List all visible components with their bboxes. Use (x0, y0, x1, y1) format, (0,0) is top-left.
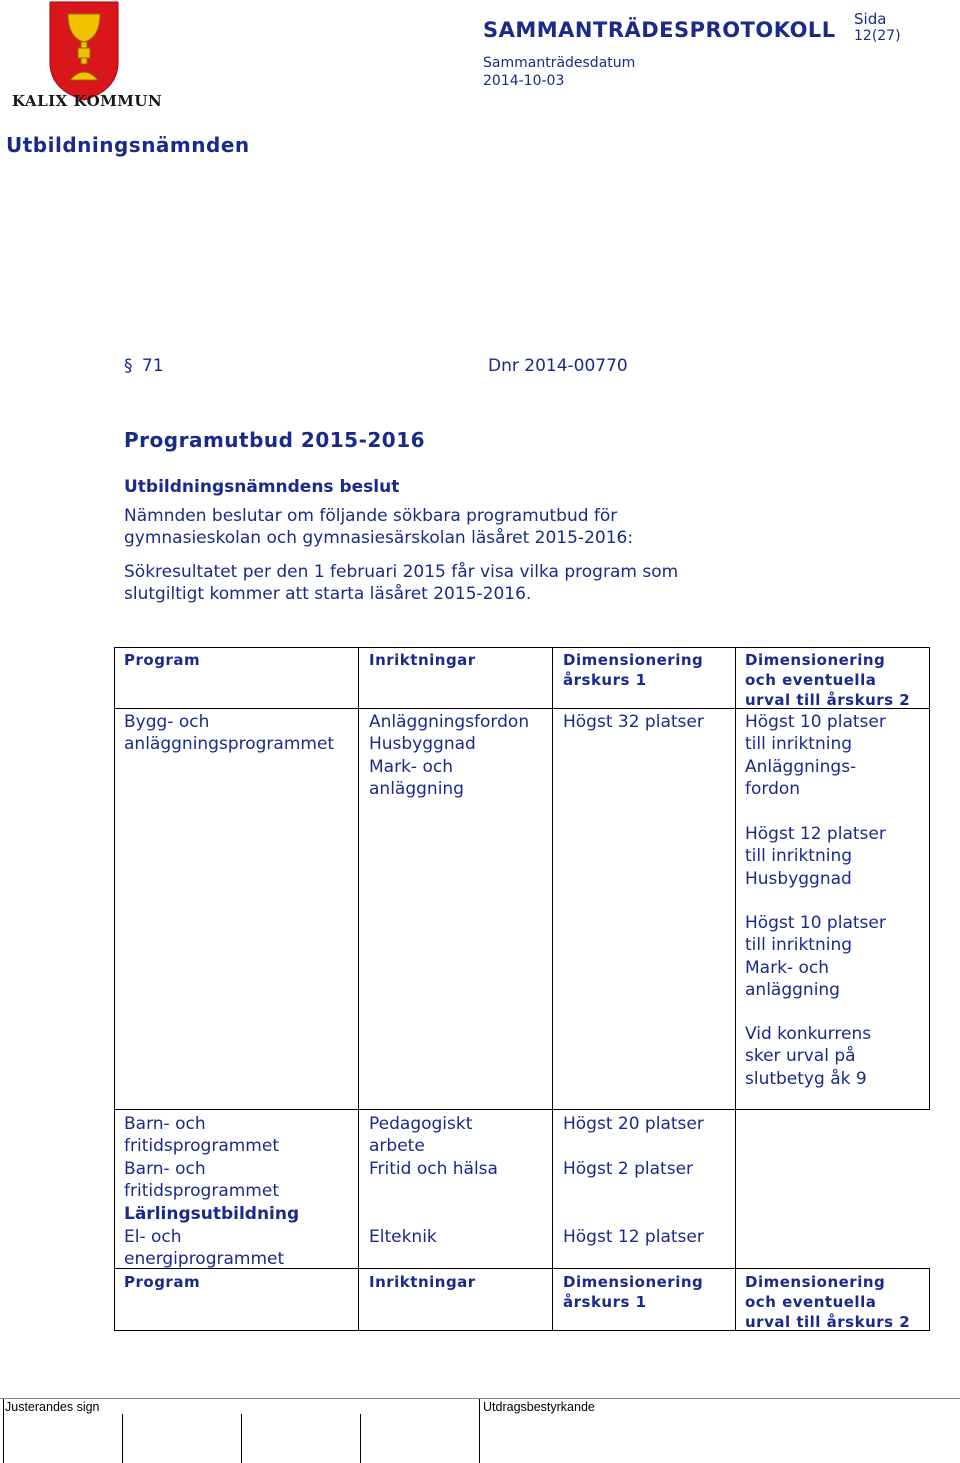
cell-line: fordon (745, 779, 801, 800)
footer-header-dim1 (563, 1272, 703, 1312)
cell-line: Mark- och (745, 957, 829, 978)
bygg-dim2-anlaggningsfordon (745, 711, 886, 801)
footer-header-inriktningar: Inriktningar (369, 1273, 476, 1291)
cell-line: fritidsprogrammet (124, 1136, 279, 1157)
section-symbol: § (124, 356, 133, 376)
footer-header-dim2 (745, 1272, 910, 1332)
header-dim2-line: Dimensionering (745, 651, 886, 669)
cell-line: Vid konkurrens (745, 1024, 872, 1044)
cell-line: Högst 12 platser (745, 824, 886, 844)
signature-label: Justerandes sign (5, 1400, 100, 1414)
el-program (124, 1226, 284, 1271)
header-dim2-line: och eventuella (745, 1293, 877, 1311)
cell-line: Barn- och (124, 1114, 206, 1134)
barn2-inriktning: Fritid och hälsa (369, 1159, 498, 1179)
barn1-program (124, 1113, 279, 1158)
municipality-name: KALIX KOMMUN (12, 92, 163, 110)
meeting-date: 2014-10-03 (483, 73, 565, 89)
cell-line: Anläggningsfordon (369, 712, 530, 732)
cell-line: Pedagogiskt (369, 1114, 473, 1134)
bygg-dim2-mark (745, 912, 886, 1002)
extract-label: Utdragsbestyrkande (483, 1400, 595, 1414)
diary-number: Dnr 2014-00770 (488, 356, 628, 376)
header-dim1-line: Dimensionering (563, 1273, 704, 1291)
cell-line: anläggning (745, 980, 840, 1001)
header-dim2-line: urval till årskurs 2 (745, 691, 911, 709)
section-number: 71 (141, 356, 164, 376)
table-col-divider (552, 647, 553, 1331)
cell-line: Husbyggnad (369, 734, 476, 755)
footer-header-program: Program (124, 1273, 201, 1291)
cell-line: Högst 10 platser (745, 913, 886, 933)
table-border-right (929, 647, 930, 1110)
page-number: 12(27) (854, 28, 901, 44)
header-dim2-line: och eventuella (745, 671, 877, 689)
header-dim1 (563, 650, 703, 690)
cell-line: Bygg- och (124, 712, 210, 732)
table-col-divider (358, 647, 359, 1331)
cell-line: Barn- och (124, 1159, 206, 1179)
header-dim1-line: årskurs 1 (563, 671, 647, 689)
cell-line: Lärlingsutbildning (124, 1203, 300, 1224)
cell-line: Husbyggnad (745, 868, 852, 889)
cell-line: till inriktning (745, 846, 853, 867)
bygg-program (124, 711, 334, 756)
barn2-program (124, 1158, 299, 1225)
table-border-left (114, 647, 115, 1331)
barn2-dim1: Högst 2 platser (563, 1159, 694, 1179)
cell-line: till inriktning (745, 734, 853, 755)
cell-line: fritidsprogrammet (124, 1181, 279, 1202)
note-text: Sökresultatet per den 1 februari 2015 får visa vilka program som slutgiltigt kommer att starta läsåret 2015-2016. (124, 562, 679, 604)
bygg-dim2-husbyggnad (745, 823, 886, 890)
meeting-date-label: Sammanträdesdatum (483, 55, 636, 71)
cell-line: Högst 10 platser (745, 712, 886, 732)
header-dim1-line: Dimensionering (563, 651, 704, 669)
header-program: Program (124, 651, 201, 669)
header-dim1-line: årskurs 1 (563, 1293, 647, 1311)
cell-line: sker urval på (745, 1046, 856, 1067)
header-dim2-line: Dimensionering (745, 1273, 886, 1291)
cell-line: energiprogrammet (124, 1249, 285, 1270)
header-inriktningar: Inriktningar (369, 651, 476, 669)
barn1-dim1: Högst 20 platser (563, 1114, 704, 1134)
table-col-divider (735, 647, 736, 1331)
page-title: Programutbud 2015-2016 (124, 428, 426, 452)
decision-heading: Utbildningsnämndens beslut (124, 477, 400, 497)
bygg-dim1: Högst 32 platser (563, 712, 704, 732)
el-inriktning: Elteknik (369, 1227, 437, 1247)
header-dim2-line: urval till årskurs 2 (745, 1313, 911, 1331)
header-dim2 (745, 650, 910, 710)
cell-line: anläggningsprogrammet (124, 734, 335, 755)
cell-line: slutbetyg åk 9 (745, 1068, 867, 1089)
el-dim1: Högst 12 platser (563, 1227, 704, 1247)
page-label: Sida (854, 10, 887, 28)
cell-line: arbete (369, 1136, 425, 1157)
table-row-divider (114, 1109, 930, 1110)
cell-line: El- och (124, 1227, 182, 1247)
cell-line: till inriktning (745, 935, 853, 956)
table-border-top (114, 647, 930, 648)
document-type: SAMMANTRÄDESPROTOKOLL (483, 18, 836, 42)
decision-text: Nämnden beslutar om följande sökbara programutbud för gymnasieskolan och gymnasiesärskolan läsåret 2015-2016: (124, 506, 634, 548)
cell-line: anläggning (369, 779, 464, 800)
cell-line: Mark- och (369, 756, 453, 777)
table-border-right (929, 1268, 930, 1331)
cell-line: Anläggnings- (745, 756, 857, 777)
barn1-inriktning (369, 1113, 472, 1158)
bygg-inriktningar (369, 711, 529, 801)
committee-name: Utbildningsnämnden (6, 133, 250, 157)
bygg-dim2-urval (745, 1023, 871, 1090)
